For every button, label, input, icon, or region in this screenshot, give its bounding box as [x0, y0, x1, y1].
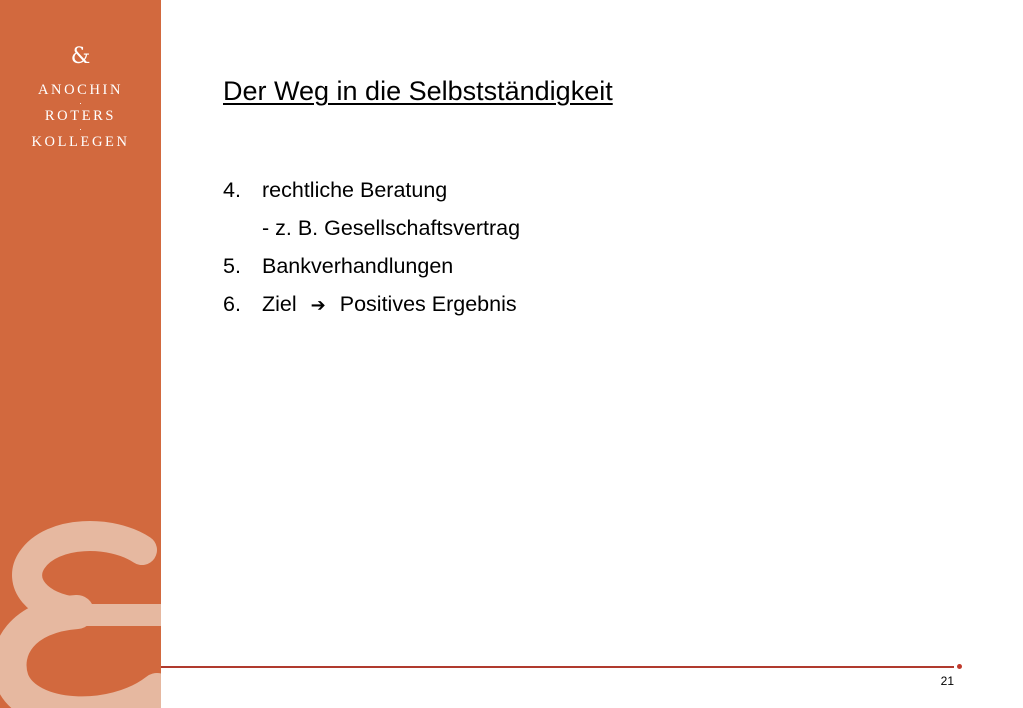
list-item-text: Ziel [262, 292, 297, 316]
list-item-sub [223, 209, 923, 247]
logo-line-roters: ROTERS [44, 108, 117, 124]
right-arrow-icon: ➔ [310, 295, 326, 316]
list-item [223, 247, 923, 285]
logo-line-kollegen: KOLLEGEN [31, 134, 130, 150]
list-item-number: 6. [223, 292, 241, 316]
footer-divider [161, 666, 954, 668]
list-item [223, 171, 923, 209]
logo-separator-dot: · [79, 124, 82, 134]
page-number: 21 [940, 674, 954, 688]
list-item-goal [262, 285, 517, 325]
list-item-subtext: - z. B. Gesellschaftsvertrag [262, 216, 521, 240]
slide-title: Der Weg in die Selbstständigkeit [223, 76, 613, 106]
footer-dot-icon [957, 664, 962, 669]
logo-separator-dot: · [79, 98, 82, 108]
list-item-number: 5. [223, 254, 241, 278]
list-item-text: rechtliche Beratung [262, 178, 448, 202]
list-item-number: 4. [223, 178, 241, 202]
brand-sidebar [0, 0, 161, 708]
steps-list [223, 171, 923, 323]
company-logo [0, 44, 161, 150]
logo-line-anochin: ANOCHIN [37, 82, 124, 98]
list-item-text: Bankverhandlungen [262, 254, 454, 278]
list-item [223, 285, 923, 323]
logo-ampersand: & [70, 44, 91, 69]
ampersand-watermark-icon [0, 520, 161, 708]
list-item-result: Positives Ergebnis [339, 292, 517, 316]
